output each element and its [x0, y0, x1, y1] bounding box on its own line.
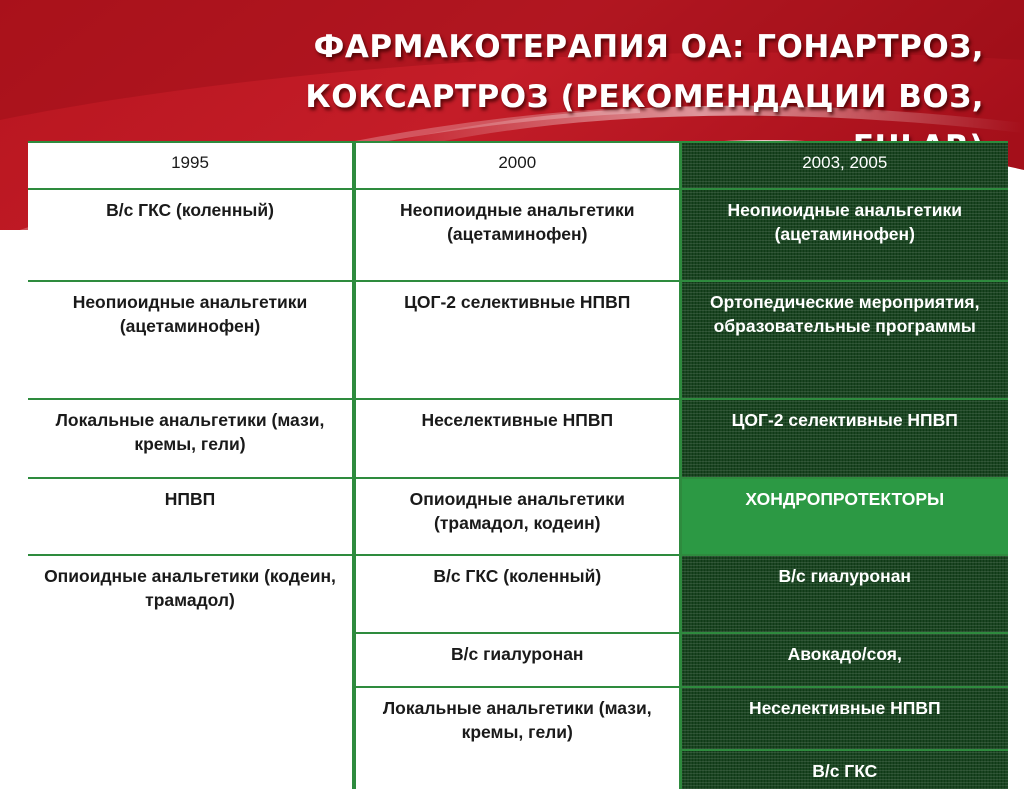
cell-1995 [28, 750, 354, 789]
table-header-row [28, 142, 1008, 189]
recommendations-table [28, 141, 1008, 789]
cell-1995: Неопиоидные анальгетики (ацетаминофен) [28, 281, 354, 399]
cell-2003-2005: ЦОГ-2 селективные НПВП [680, 399, 1008, 478]
cell-1995 [28, 633, 354, 687]
cell-1995: НПВП [28, 478, 354, 555]
cell-2003-2005: Неселективные НПВП [680, 687, 1008, 750]
table-row [28, 555, 1008, 633]
cell-2000: В/с ГКС (коленный) [354, 555, 680, 633]
table-row [28, 281, 1008, 399]
header-2003-2005: 2003, 2005 [680, 142, 1008, 189]
cell-2003-2005: В/с ГКС [680, 750, 1008, 789]
cell-2000: Неопиоидные анальгетики (ацетаминофен) [354, 189, 680, 281]
table-row [28, 399, 1008, 478]
cell-2003-2005: В/с гиалуронан [680, 555, 1008, 633]
cell-1995: Локальные анальгетики (мази, кремы, гели) [28, 399, 354, 478]
cell-1995: Опиоидные анальгетики (кодеин, трамадол) [28, 555, 354, 633]
cell-2000: В/с гиалуронан [354, 633, 680, 687]
table-row [28, 478, 1008, 555]
cell-2003-2005: Неопиоидные анальгетики (ацетаминофен) [680, 189, 1008, 281]
table-row [28, 750, 1008, 789]
cell-2000: Локальные анальгетики (мази, кремы, гели) [354, 687, 680, 750]
cell-2000 [354, 750, 680, 789]
cell-2003-2005: Авокадо/соя, [680, 633, 1008, 687]
header-1995: 1995 [28, 142, 354, 189]
cell-1995 [28, 687, 354, 750]
table-row [28, 189, 1008, 281]
cell-1995: В/с ГКС (коленный) [28, 189, 354, 281]
slide-title-line-2: КОКСАРТРОЗ (РЕКОМЕНДАЦИИ ВОЗ, [305, 79, 984, 115]
cell-2003-2005-highlight: ХОНДРОПРОТЕКТОРЫ [680, 478, 1008, 555]
cell-2000: ЦОГ-2 селективные НПВП [354, 281, 680, 399]
header-2000: 2000 [354, 142, 680, 189]
table-row [28, 633, 1008, 687]
slide-title-line-1: ФАРМАКОТЕРАПИЯ ОА: ГОНАРТРОЗ, [313, 29, 984, 65]
cell-2000: Опиоидные анальгетики (трамадол, кодеин) [354, 478, 680, 555]
cell-2000: Неселективные НПВП [354, 399, 680, 478]
cell-2003-2005: Ортопедические мероприятия, образовательные программы [680, 281, 1008, 399]
table-row [28, 687, 1008, 750]
